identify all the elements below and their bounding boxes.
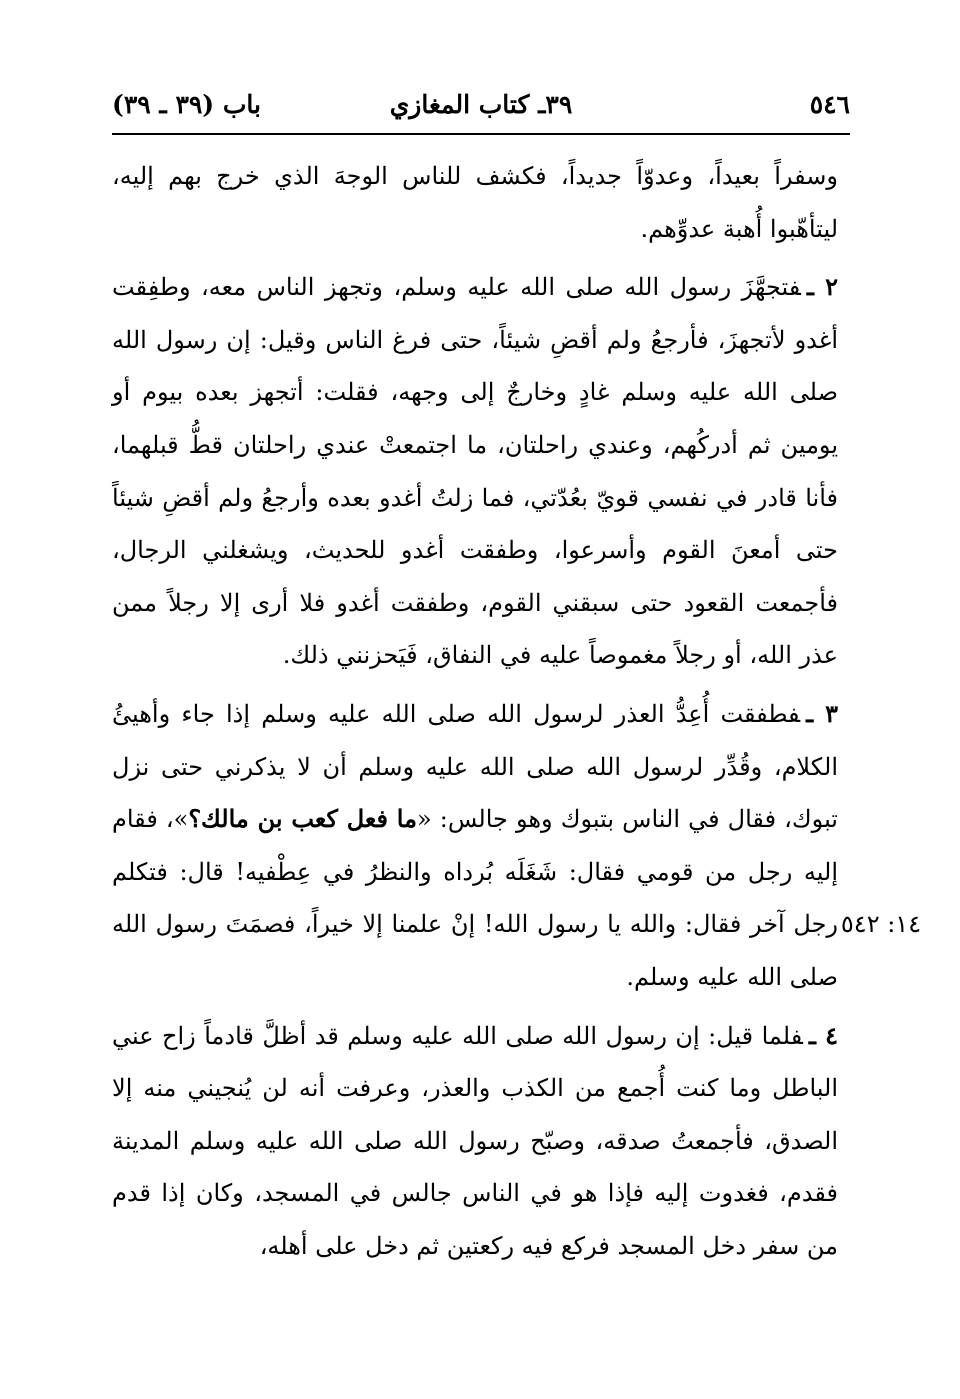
paragraph-text: »، فقام إليه رجل من قومي فقال: شَغَلَه بُرداه والنظرُ في عِطْفيه! قال: فتكلم رجل آخر فقال: والله يا رسول الله! إنْ علمنا إلا خيراً، فصمَتَ رسول الله صلى الله عليه وسلم. <box>112 805 838 991</box>
paragraph-number: ٣ ـ <box>806 698 838 728</box>
book-title: ٣٩ـ كتاب المغازي <box>389 90 573 119</box>
page-number: ٥٤٦ <box>809 90 850 119</box>
paragraph-continuation <box>112 150 838 255</box>
paragraph-4 <box>112 1010 838 1273</box>
paragraph-text: وسفراً بعيداً، وعدوّاً جديداً، فكشف للناس الوجهَ الذي خرج بهم إليه، ليتأهّبوا أُهبة عدوِّهم. <box>112 162 838 243</box>
running-header <box>112 84 850 132</box>
paragraph-text: فطفقت أُعِدُّ العذر لرسول الله صلى الله عليه وسلم إذا جاء وأهيئُ الكلام، وقُدِّر لرسول الله صلى الله عليه وسلم أن لا يذكرني حتى نزل تبوك، فقال في الناس بتبوك وهو جالس: « <box>112 699 838 834</box>
header-divider <box>112 133 850 135</box>
paragraph-3 <box>112 688 838 1004</box>
paragraph-text: فلما قيل: إن رسول الله صلى الله عليه وسلم قد أظلَّ قادماً زاح عني الباطل وما كنت أُجمع من الكذب والعذر، وعرفت أنه لن يُنجيني منه إلا الصدق، فأجمعتُ صدقه، وصبّح رسول الله صلى الله عليه وسلم المدينة فقدم، فغدوت إليه فإذا هو في الناس جالس في المسجد، وكان إذا قدم من سفر دخل المسجد فركع فيه ركعتين ثم دخل على أهله، <box>112 1021 838 1260</box>
paragraph-number: ٤ ـ <box>808 1020 838 1050</box>
paragraph-number: ٢ ـ <box>806 272 839 302</box>
paragraph-text: فتجهَّزَ رسول الله صلى الله عليه وسلم، وتجهز الناس معه، وطفِقت أغدو لأتجهزَ، فأرجعُ ولم أقضِ شيئاً، حتى فرغ الناس وقيل: إن رسول الله صلى الله عليه وسلم غادٍ وخارجٌ إلى وجهه، فقلت: أتجهز بعده بيوم أو يومين ثم أدركُهم، وعندي راحلتان، ما اجتمعتْ عندي راحلتان قطُّ قبلهما، فأنا قادر في نفسي قويّ بعُدّتي، فما زلتُ أغدو بعده وأرجعُ ولم أقضِ شيئاً حتى أمعنَ القوم وأسرعوا، وطفقت أغدو للحديث، ويشغلني الرجال، فأجمعت القعود حتى سبقني القوم، وطفقت أغدو فلا أرى إلا رجلاً ممن عذر الله، أو رجلاً مغموصاً عليه في النفاق، فَيَحزنني ذلك. <box>112 273 839 670</box>
page-body <box>112 150 838 1278</box>
chapter-label: باب (٣٩ ـ ٣٩) <box>112 90 261 119</box>
margin-reference: ١٤: ٥٤٢ <box>840 910 922 938</box>
paragraph-2 <box>112 261 838 682</box>
hadith-quote: ما فعل كعب بن مالك؟ <box>188 804 417 834</box>
